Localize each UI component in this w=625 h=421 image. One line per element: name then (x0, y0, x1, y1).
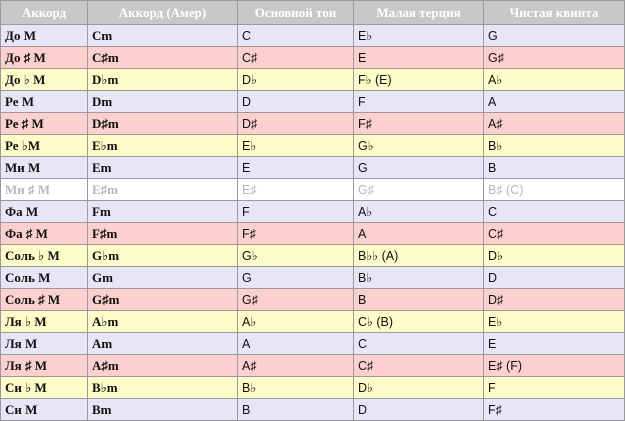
header-perfect-fifth: Чистая квинта (484, 1, 625, 25)
root-note-cell: A♯ (238, 355, 354, 377)
table-row (1, 267, 625, 289)
american-chord-cell: D♯m (88, 113, 238, 135)
chord-cell: До M (1, 25, 88, 47)
chord-cell: Си ♭ M (1, 377, 88, 399)
table-row (1, 223, 625, 245)
minor-third-cell: F♯ (354, 113, 484, 135)
root-note-cell: D♯ (238, 113, 354, 135)
perfect-fifth-cell: A (484, 91, 625, 113)
minor-third-cell: C♭ (B) (354, 311, 484, 333)
minor-third-cell: G♯ (354, 179, 484, 201)
perfect-fifth-cell: G (484, 25, 625, 47)
perfect-fifth-cell: E♯ (F) (484, 355, 625, 377)
root-note-cell: F (238, 201, 354, 223)
minor-third-cell: F♭ (E) (354, 69, 484, 91)
table-row (1, 377, 625, 399)
chord-cell: Ля ♭ M (1, 311, 88, 333)
table-row (1, 399, 625, 421)
table-row (1, 289, 625, 311)
root-note-cell: A (238, 333, 354, 355)
american-chord-cell: Bm (88, 399, 238, 421)
header-chord: Аккорд (1, 1, 88, 25)
american-chord-cell: Dm (88, 91, 238, 113)
header-row (1, 1, 625, 25)
american-chord-cell: Em (88, 157, 238, 179)
american-chord-cell: A♯m (88, 355, 238, 377)
american-chord-cell: Fm (88, 201, 238, 223)
root-note-cell: F♯ (238, 223, 354, 245)
perfect-fifth-cell: C (484, 201, 625, 223)
chord-cell: Ми ♯ M (1, 179, 88, 201)
chord-cell: Ре ♭M (1, 135, 88, 157)
table-row (1, 179, 625, 201)
root-note-cell: D (238, 91, 354, 113)
minor-third-cell: A♭ (354, 201, 484, 223)
table-row (1, 245, 625, 267)
table-row (1, 355, 625, 377)
root-note-cell: E♯ (238, 179, 354, 201)
table-row (1, 91, 625, 113)
chord-cell: Ре M (1, 91, 88, 113)
minor-third-cell: G♭ (354, 135, 484, 157)
chord-cell: Ля M (1, 333, 88, 355)
perfect-fifth-cell: D♭ (484, 245, 625, 267)
american-chord-cell: Am (88, 333, 238, 355)
header-chord-american: Аккорд (Амер) (88, 1, 238, 25)
perfect-fifth-cell: B♯ (C) (484, 179, 625, 201)
table-row (1, 47, 625, 69)
perfect-fifth-cell: G♯ (484, 47, 625, 69)
perfect-fifth-cell: F♯ (484, 399, 625, 421)
perfect-fifth-cell: A♭ (484, 69, 625, 91)
minor-third-cell: B♭ (354, 267, 484, 289)
minor-third-cell: E (354, 47, 484, 69)
root-note-cell: C (238, 25, 354, 47)
american-chord-cell: E♯m (88, 179, 238, 201)
american-chord-cell: E♭m (88, 135, 238, 157)
chord-cell: Фа M (1, 201, 88, 223)
minor-third-cell: E♭ (354, 25, 484, 47)
root-note-cell: B (238, 399, 354, 421)
perfect-fifth-cell: D (484, 267, 625, 289)
root-note-cell: G♯ (238, 289, 354, 311)
root-note-cell: A♭ (238, 311, 354, 333)
minor-third-cell: F (354, 91, 484, 113)
root-note-cell: B♭ (238, 377, 354, 399)
chord-cell: Ля ♯ M (1, 355, 88, 377)
minor-third-cell: D♭ (354, 377, 484, 399)
header-minor-third: Малая терция (354, 1, 484, 25)
minor-third-cell: A (354, 223, 484, 245)
root-note-cell: E♭ (238, 135, 354, 157)
table-body (1, 25, 625, 421)
minor-third-cell: B (354, 289, 484, 311)
perfect-fifth-cell: B (484, 157, 625, 179)
perfect-fifth-cell: E♭ (484, 311, 625, 333)
chord-cell: Соль ♭ M (1, 245, 88, 267)
root-note-cell: C♯ (238, 47, 354, 69)
minor-third-cell: D (354, 399, 484, 421)
table-row (1, 157, 625, 179)
table-row (1, 135, 625, 157)
american-chord-cell: G♭m (88, 245, 238, 267)
perfect-fifth-cell: C♯ (484, 223, 625, 245)
perfect-fifth-cell: B♭ (484, 135, 625, 157)
american-chord-cell: A♭m (88, 311, 238, 333)
american-chord-cell: D♭m (88, 69, 238, 91)
chord-cell: Ре ♯ M (1, 113, 88, 135)
root-note-cell: G (238, 267, 354, 289)
root-note-cell: G♭ (238, 245, 354, 267)
american-chord-cell: B♭m (88, 377, 238, 399)
chord-cell: Фа ♯ M (1, 223, 88, 245)
minor-third-cell: B♭♭ (A) (354, 245, 484, 267)
perfect-fifth-cell: D♯ (484, 289, 625, 311)
minor-third-cell: G (354, 157, 484, 179)
root-note-cell: D♭ (238, 69, 354, 91)
table-row (1, 311, 625, 333)
minor-third-cell: C (354, 333, 484, 355)
american-chord-cell: Cm (88, 25, 238, 47)
chord-cell: До ♭ M (1, 69, 88, 91)
perfect-fifth-cell: A♯ (484, 113, 625, 135)
table-row (1, 25, 625, 47)
chord-cell: Соль ♯ M (1, 289, 88, 311)
root-note-cell: E (238, 157, 354, 179)
table-row (1, 113, 625, 135)
perfect-fifth-cell: E (484, 333, 625, 355)
minor-third-cell: C♯ (354, 355, 484, 377)
chord-cell: Си M (1, 399, 88, 421)
chord-cell: Соль M (1, 267, 88, 289)
table-row (1, 333, 625, 355)
table-row (1, 69, 625, 91)
chord-cell: До ♯ M (1, 47, 88, 69)
american-chord-cell: G♯m (88, 289, 238, 311)
chord-cell: Ми M (1, 157, 88, 179)
table-row (1, 201, 625, 223)
american-chord-cell: C♯m (88, 47, 238, 69)
american-chord-cell: F♯m (88, 223, 238, 245)
perfect-fifth-cell: F (484, 377, 625, 399)
header-root-note: Основной тон (238, 1, 354, 25)
american-chord-cell: Gm (88, 267, 238, 289)
